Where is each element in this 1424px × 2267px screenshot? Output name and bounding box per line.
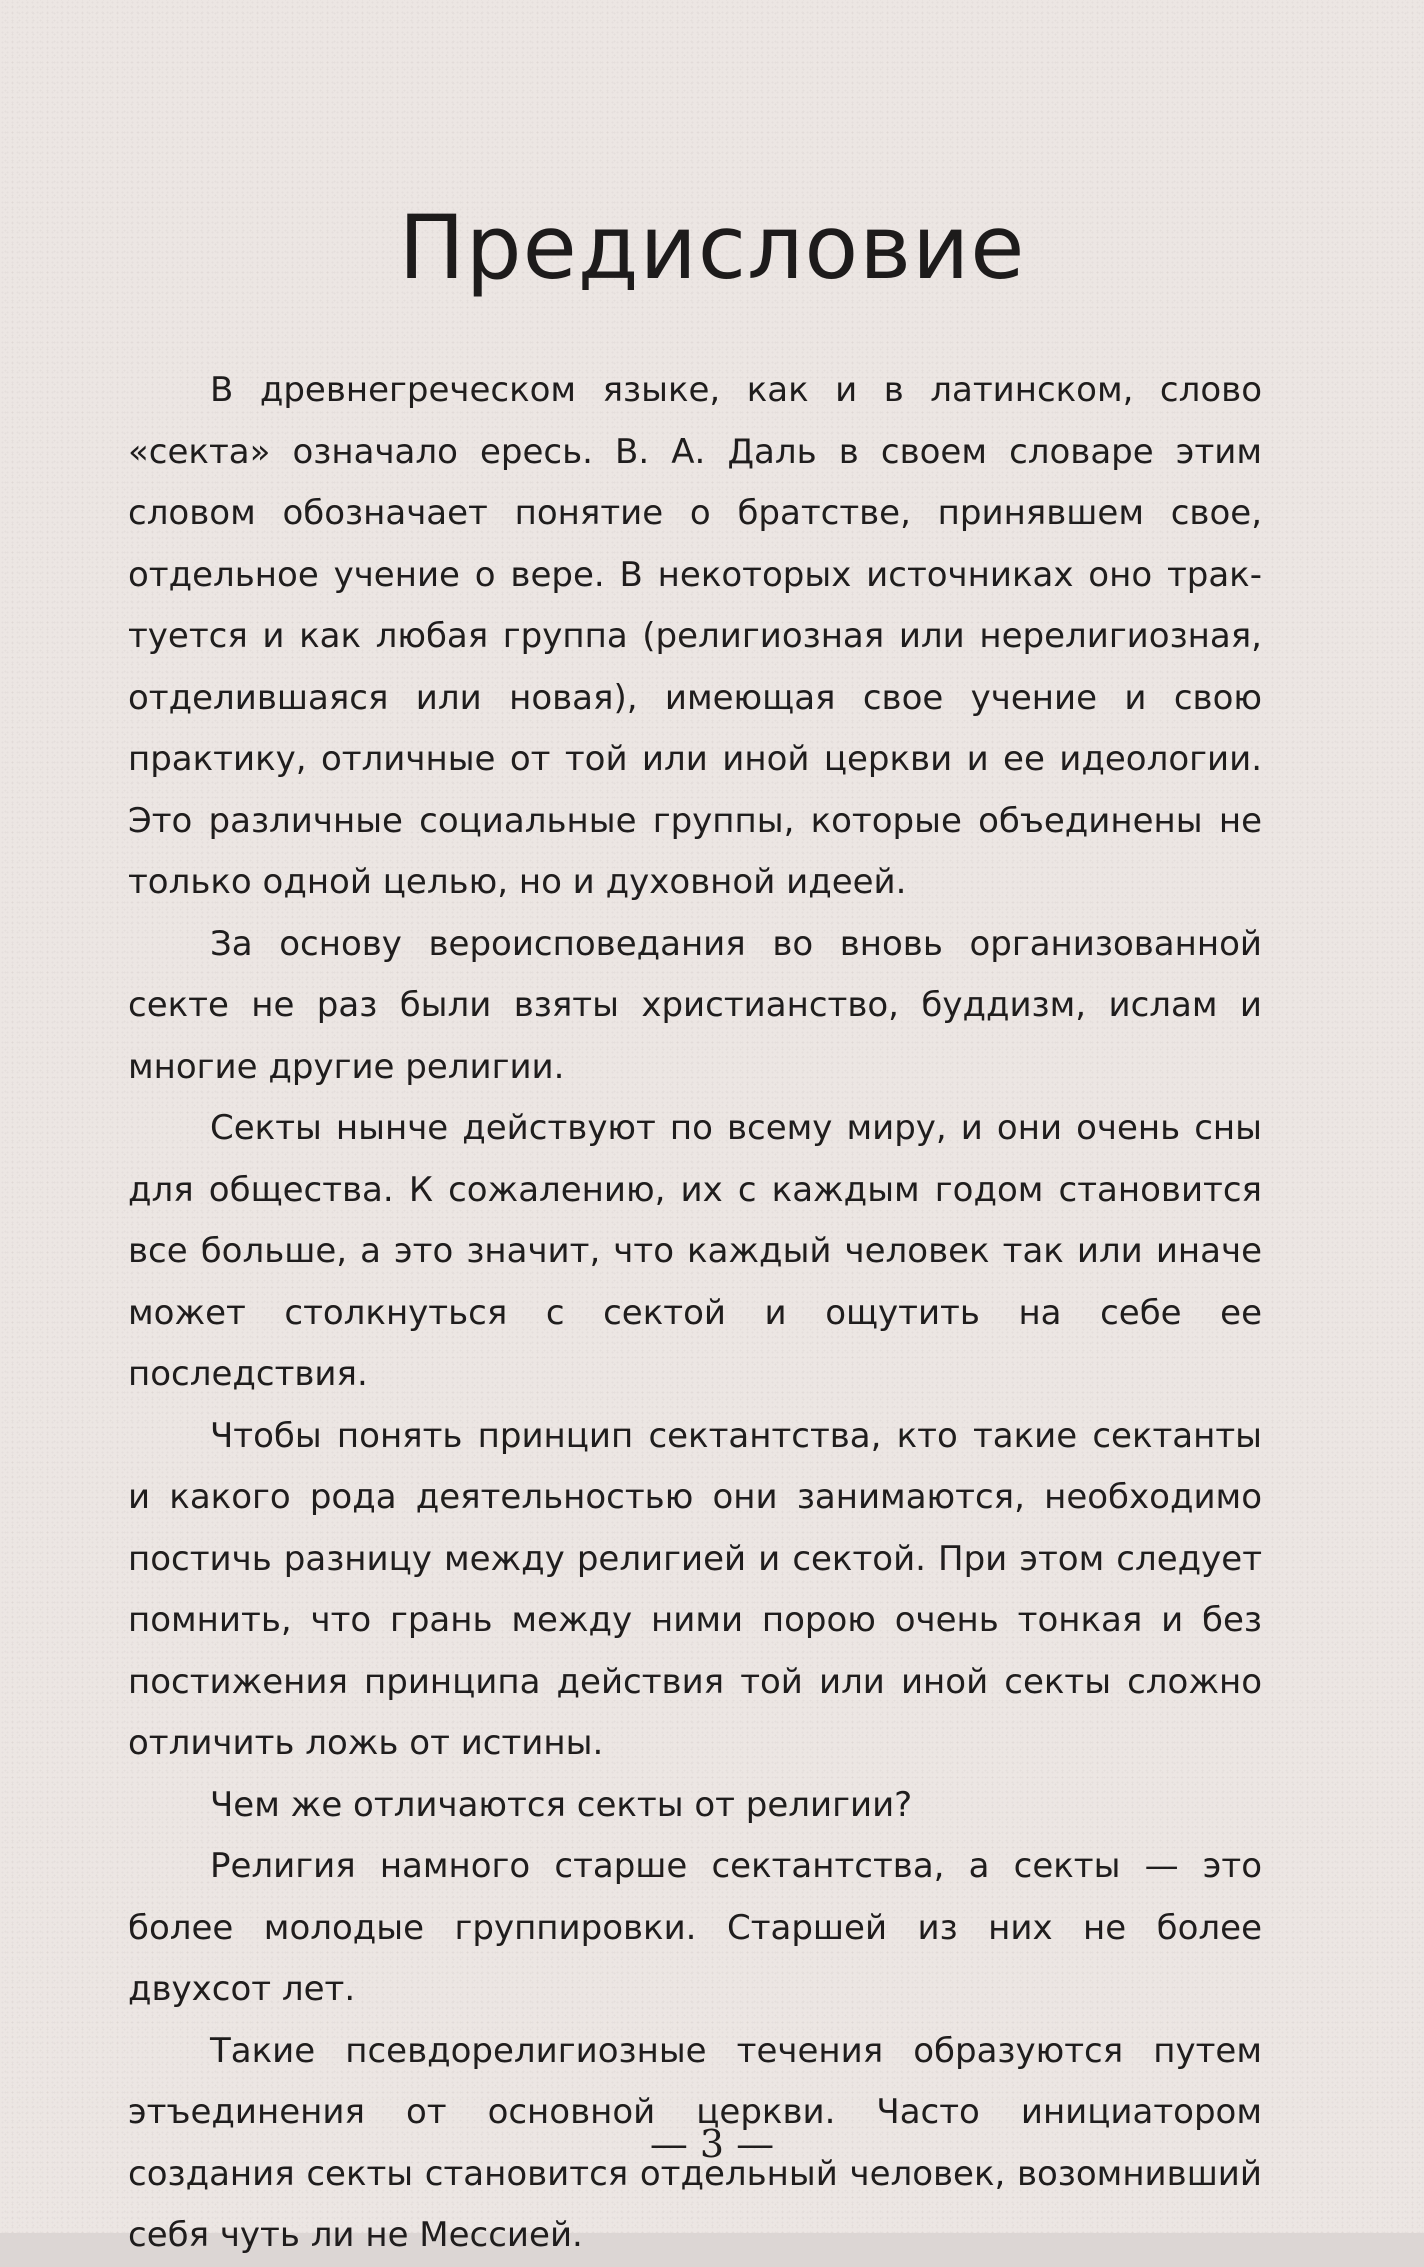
body-text: [128, 360, 1262, 2267]
paragraph-1: В древнегреческом языке, как и в латинском, слово «секта» означало ересь. В. А. Даль в своем словаре этим словом обозначает понятие о братстве, принявшем свое, отдельное учение о вере. В некоторых источниках оно трактуется и как любая группа (религиозная или нерелигиозная, отделившаяся или новая), имеющая свое учение и свою практику, отличные от той или иной церкви и ее идеологии. Это различные социальные группы, которые объединены не только одной целью, но и духовной идеей.: [128, 370, 1262, 902]
paragraph-7: Такие псевдорелигиозные течения образуются путем этъединения от основной церкви. Часто инициатором создания секты становится отдельный человек, возомнивший себя чуть ли не Мессией.: [128, 2030, 1262, 2255]
paragraph-4: Чтобы понять принцип сектантства, кто такие сектанты и какого рода деятельностью они занимаются, необходимо постичь разницу между религией и сектой. При этом следует помнить, что грань между ними порою очень тонкая и без постижения принципа действия той или иной секты сложно отличить ложь от истины.: [128, 1415, 1262, 1763]
paragraph-5: Чем же отличаются секты от религии?: [210, 1784, 913, 1825]
paragraph-6: Религия намного старше сектантства, а секты — это более молодые группировки. Старшей из них не более двухсот лет.: [128, 1846, 1262, 2009]
page-title: Предисловие: [398, 196, 1026, 299]
page-number: — 3 —: [649, 2122, 775, 2166]
paragraph-3: Секты нынче действуют по всему миру, и они очень сны для общества. К сожалению, их с каждым годом становится все больше, а это значит, что каждый человек так или иначе может столкнуться с сектой и ощутить на себе ее последствия.: [128, 1108, 1262, 1394]
paragraph-2: За основу вероисповедания во вновь организованной секте не раз были взяты христианство, буддизм, ислам и многие другие религии.: [128, 923, 1262, 1087]
